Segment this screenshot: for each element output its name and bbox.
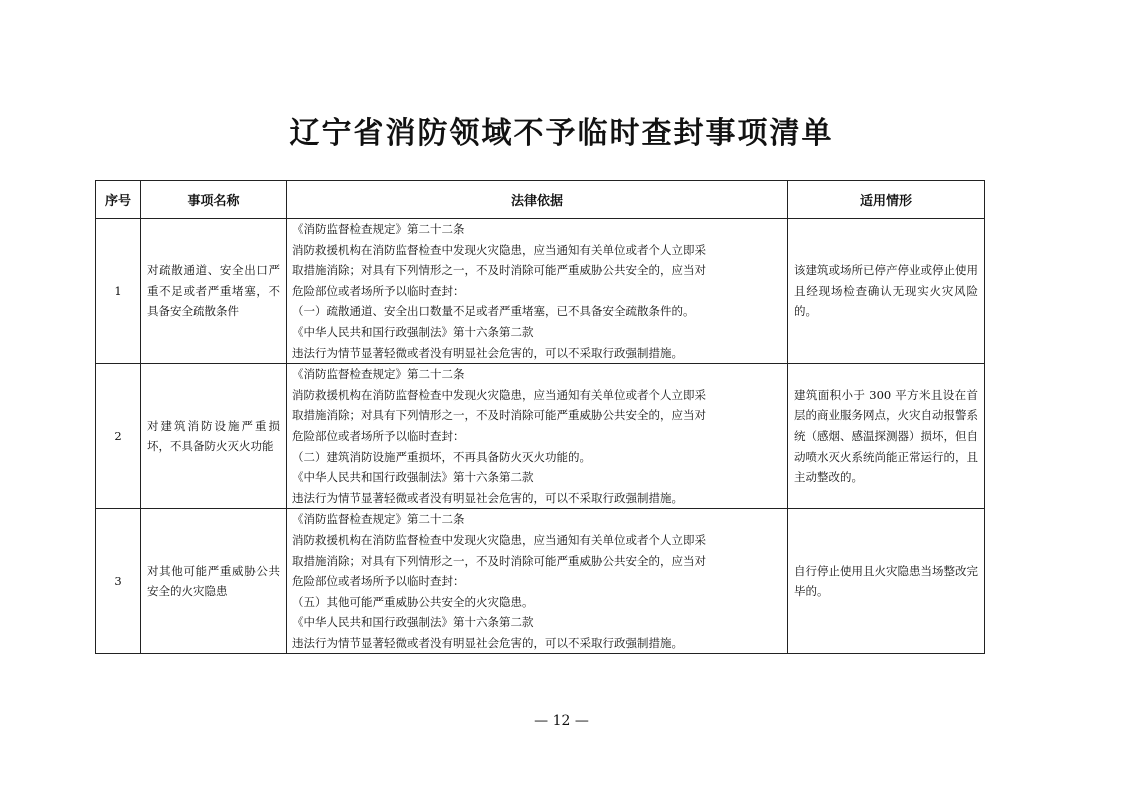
- row-seq: 3: [96, 509, 141, 654]
- basis-line: 违法行为情节显著轻微或者没有明显社会危害的，可以不采取行政强制措施。: [292, 490, 683, 505]
- basis-line: （二）建筑消防设施严重损坏，不再具备防火灭火功能的。: [292, 449, 591, 464]
- table-row: [96, 219, 985, 364]
- page-title: 辽宁省消防领域不予临时查封事项清单: [289, 116, 834, 151]
- row-seq: 2: [96, 364, 141, 509]
- basis-line: 消防救援机构在消防监督检查中发现火灾隐患，应当通知有关单位或者个人立即采: [292, 532, 706, 547]
- basis-line: 危险部位或者场所予以临时查封：: [292, 428, 465, 443]
- basis-line: 《消防监督检查规定》第二十二条: [292, 367, 465, 382]
- row-situation: 自行停止使用且火灾隐患当场整改完毕的。: [788, 509, 985, 654]
- basis-line: 危险部位或者场所予以临时查封：: [292, 574, 465, 589]
- row-item-name: 对建筑消防设施严重损坏，不具备防火灭火功能: [141, 364, 287, 509]
- basis-line: 取措施消除；对具有下列情形之一，不及时消除可能严重威胁公共安全的，应当对: [292, 408, 706, 423]
- row-situation: 建筑面积小于 300 平方米且设在首层的商业服务网点，火灾自动报警系统（感烟、感温探测器）损坏，但自动喷水灭火系统尚能正常运行的，且主动整改的。: [788, 364, 985, 509]
- row-legal-basis: [287, 509, 788, 654]
- row-legal-basis: [287, 364, 788, 509]
- basis-line: 违法行为情节显著轻微或者没有明显社会危害的，可以不采取行政强制措施。: [292, 635, 683, 650]
- basis-line: 《消防监督检查规定》第二十二条: [292, 512, 465, 527]
- row-seq: 1: [96, 219, 141, 364]
- row-item-name: 对其他可能严重威胁公共安全的火灾隐患: [141, 509, 287, 654]
- header-item-name: 事项名称: [141, 181, 287, 219]
- basis-line: 违法行为情节显著轻微或者没有明显社会危害的，可以不采取行政强制措施。: [292, 345, 683, 360]
- table-row: [96, 364, 985, 509]
- page-number: — 12 —: [534, 713, 589, 729]
- row-legal-basis: [287, 219, 788, 364]
- basis-line: 消防救援机构在消防监督检查中发现火灾隐患，应当通知有关单位或者个人立即采: [292, 242, 706, 257]
- basis-line: 《消防监督检查规定》第二十二条: [292, 222, 465, 236]
- row-situation: 该建筑或场所已停产停业或停止使用且经现场检查确认无现实火灾风险的。: [788, 219, 985, 364]
- basis-line: 消防救援机构在消防监督检查中发现火灾隐患，应当通知有关单位或者个人立即采: [292, 387, 706, 402]
- basis-line: 危险部位或者场所予以临时查封：: [292, 283, 465, 298]
- table-header-row: [96, 181, 985, 219]
- basis-line: 取措施消除；对具有下列情形之一，不及时消除可能严重威胁公共安全的，应当对: [292, 553, 706, 568]
- items-table: [95, 180, 985, 654]
- row-item-name: 对疏散通道、安全出口严重不足或者严重堵塞，不具备安全疏散条件: [141, 219, 287, 364]
- basis-line: 《中华人民共和国行政强制法》第十六条第二款: [292, 470, 534, 485]
- header-seq: 序号: [96, 181, 141, 219]
- header-legal-basis: 法律依据: [287, 181, 788, 219]
- header-applicable-situation: 适用情形: [788, 181, 985, 219]
- basis-line: 《中华人民共和国行政强制法》第十六条第二款: [292, 615, 534, 630]
- basis-line: 取措施消除；对具有下列情形之一，不及时消除可能严重威胁公共安全的，应当对: [292, 263, 706, 278]
- basis-line: 《中华人民共和国行政强制法》第十六条第二款: [292, 324, 534, 339]
- table-row: [96, 509, 985, 654]
- basis-line: （五）其他可能严重威胁公共安全的火灾隐患。: [292, 594, 534, 609]
- basis-line: （一）疏散通道、安全出口数量不足或者严重堵塞，已不具备安全疏散条件的。: [292, 304, 695, 319]
